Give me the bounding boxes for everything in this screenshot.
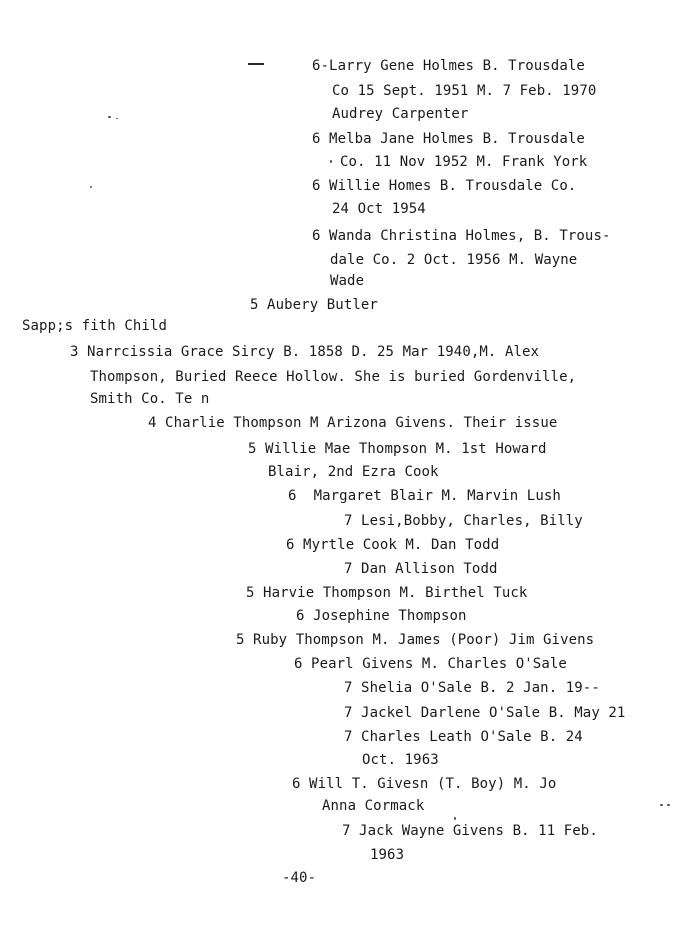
scan-speck [108,116,111,118]
entry-narrcissia-sircy: 3 Narrcissia Grace Sircy B. 1858 D. 25 Mar 1940,M. Alex [70,344,540,360]
entry-melba-holmes: 6 Melba Jane Holmes B. Trousdale [312,131,585,147]
entry-myrtle-cook: 6 Myrtle Cook M. Dan Todd [286,537,500,553]
entry-narrcissia-sircy-place: Smith Co. Te n [90,391,210,407]
entry-melba-holmes-cont: Co. 11 Nov 1952 M. Frank York [340,154,588,170]
entry-harvie-thompson: 5 Harvie Thompson M. Birthel Tuck [246,585,528,601]
scan-speck [454,817,456,820]
scan-speck [330,160,332,163]
entry-josephine-thompson: 6 Josephine Thompson [296,608,467,624]
scan-speck [90,186,92,188]
page-number: -40- [282,870,317,886]
entry-larry-holmes-cont: Co 15 Sept. 1951 M. 7 Feb. 1970 [332,83,597,99]
entry-narrcissia-sircy-cont: Thompson, Buried Reece Hollow. She is buried Gordenville, [90,369,577,385]
handwritten-dash-mark [248,63,264,65]
entry-ruby-thompson: 5 Ruby Thompson M. James (Poor) Jim Givens [236,632,595,648]
entry-charles-osale-cont: Oct. 1963 [362,752,439,768]
entry-aubery-butler: 5 Aubery Butler [250,297,378,313]
entry-dan-allison-todd: 7 Dan Allison Todd [344,561,498,577]
entry-willie-mae-thompson-cont: Blair, 2nd Ezra Cook [268,464,439,480]
entry-jackel-osale: 7 Jackel Darlene O'Sale B. May 21 [344,705,626,721]
entry-shelia-osale: 7 Shelia O'Sale B. 2 Jan. 19-- [344,680,600,696]
entry-willie-mae-thompson: 5 Willie Mae Thompson M. 1st Howard [248,441,547,457]
entry-larry-holmes-spouse: Audrey Carpenter [332,106,469,122]
entry-willie-homes: 6 Willie Homes B. Trousdale Co. [312,178,577,194]
section-heading-fifth-child: Sapp;s fith Child [22,318,167,334]
scan-speck [667,804,670,806]
entry-blair-children: 7 Lesi,Bobby, Charles, Billy [344,513,583,529]
entry-jack-wayne-givens: 7 Jack Wayne Givens B. 11 Feb. [342,823,598,839]
scan-speck [116,118,118,119]
entry-jack-wayne-givens-cont: 1963 [370,847,405,863]
entry-wanda-holmes: 6 Wanda Christina Holmes, B. Trous- [312,228,611,244]
entry-wanda-holmes-spouse: Wade [330,273,365,289]
entry-wanda-holmes-cont: dale Co. 2 Oct. 1956 M. Wayne [330,252,578,268]
entry-willie-homes-cont: 24 Oct 1954 [332,201,426,217]
entry-will-givesn: 6 Will T. Givesn (T. Boy) M. Jo [292,776,557,792]
scan-speck [660,804,663,806]
entry-charlie-thompson: 4 Charlie Thompson M Arizona Givens. Their issue [148,415,558,431]
entry-margaret-blair: 6 Margaret Blair M. Marvin Lush [288,488,561,504]
entry-will-givesn-spouse: Anna Cormack [322,798,425,814]
entry-pearl-givens: 6 Pearl Givens M. Charles O'Sale [294,656,567,672]
entry-charles-osale: 7 Charles Leath O'Sale B. 24 [344,729,583,745]
entry-larry-holmes: 6-Larry Gene Holmes B. Trousdale [312,58,585,74]
